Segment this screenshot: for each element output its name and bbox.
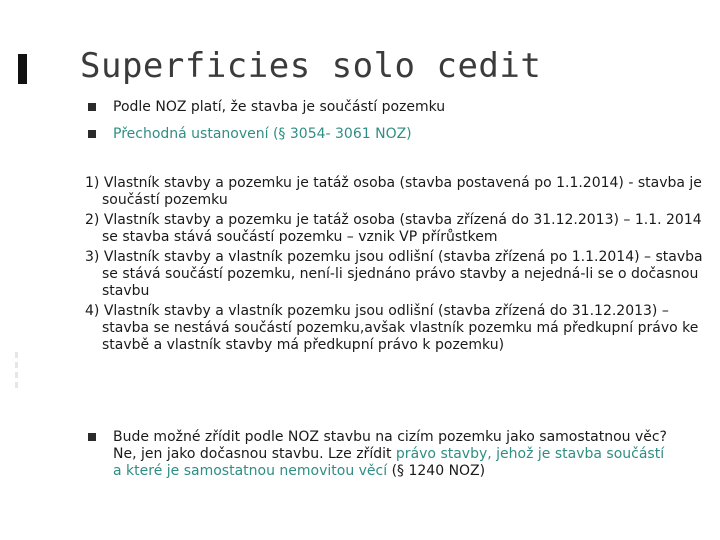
bullet-text-highlight: Přechodná ustanovení (§ 3054- 3061 NOZ) <box>113 126 412 142</box>
bottom-text-before: Bude možné zřídit podle NOZ stavbu na cizím pozemku jako samostatnou věc? Ne, jen jako dočasnou stavbu. Lze zřídit <box>113 429 667 462</box>
bullet-text: Podle NOZ platí, že stavba je součástí pozemku <box>113 99 446 115</box>
title-accent-bar <box>18 54 27 84</box>
bottom-bullet-text <box>113 429 668 480</box>
numbered-item: 3) Vlastník stavby a vlastník pozemku jsou odlišní (stavba zřízená po 1.1.2014) – stavba se stává součástí pozemku, není-li sjednáno právo stavby a nejedná-li se o dočasnou stavbu <box>85 249 703 299</box>
square-bullet-icon <box>88 433 96 441</box>
square-bullet-icon <box>88 103 96 111</box>
bottom-bullet <box>88 429 668 480</box>
square-bullet-icon <box>88 130 96 138</box>
numbered-item: 2) Vlastník stavby a pozemku je tatáž osoba (stavba zřízená do 31.12.2013) – 1.1. 2014 se stavba stává součástí pozemku – vznik VP přírůstkem <box>85 212 702 245</box>
bullet-item <box>88 99 445 116</box>
bottom-text-after: (§ 1240 NOZ) <box>387 463 486 479</box>
slide-title: Superficies solo cedit <box>80 46 542 86</box>
numbered-item: 4) Vlastník stavby a vlastník pozemku jsou odlišní (stavba zřízená do 31.12.2013) – stavba se nestává součástí pozemku,avšak vlastník pozemku má předkupní právo ke stavbě a vlastník stavby má předkupní právo k pozemku) <box>85 303 699 353</box>
bottom-text-highlight: právo stavby, jehož je stavba součástí a které je samostatnou nemovitou věcí <box>113 446 665 479</box>
bullet-item <box>88 126 412 143</box>
side-decoration <box>15 352 32 388</box>
numbered-item: 1) Vlastník stavby a pozemku je tatáž osoba (stavba postavená po 1.1.2014) - stavba je součástí pozemku <box>85 175 702 208</box>
numbered-list <box>85 175 705 357</box>
